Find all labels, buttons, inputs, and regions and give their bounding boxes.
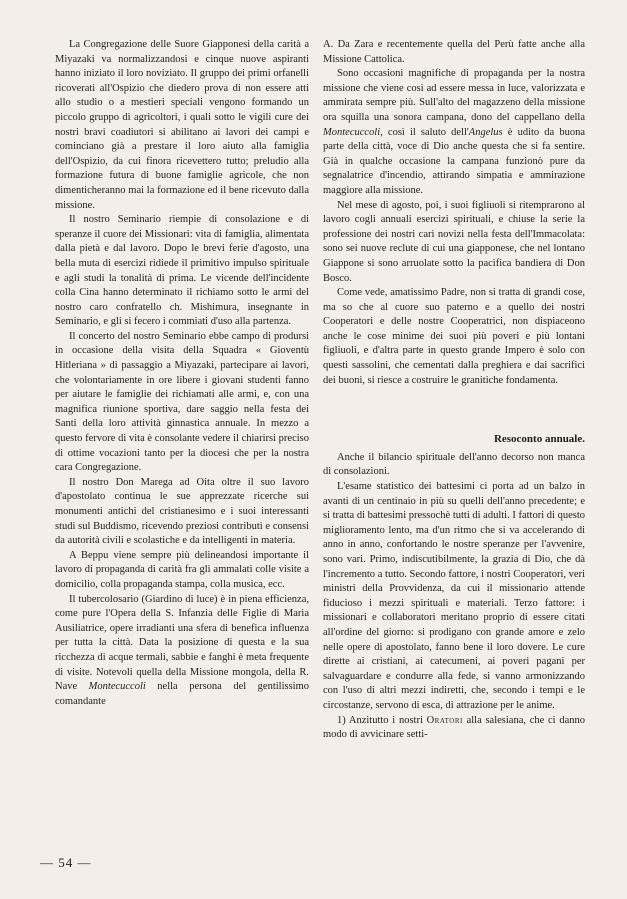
paragraph-esercizi: Nel mese di agosto, poi, i suoi figliuoli si ritemprarono al lavoro cogli annuali esercizi spirituali, e chiuse la serie la professione dei nostri cari novizi nella festa dell'Immacolata: sono sei nuove reclute di cui una giapponese, che nel lontano Giappone si sono arruolate sotto la pacifica bandiera di Don Bosco. xyxy=(323,199,585,284)
paragraph-seminario: Il nostro Seminario riempie di consolazione e di speranze il cuore dei Missionari: vita di famiglia, alimentata dalla pietà e dal lavoro. Dopo le brevi ferie d'agosto, una bella muta di esercizi ridiede il primitivo impulso spirituale e agli studi la tonalità di prima. Le vicende dell'incidente colla Cina hanno determinato il richiamo sotto le armi del nostro caro confratello ch. Mishimura, insegnante in Seminario, e gli si fecero i commiati d'uso alla partenza. xyxy=(55,214,309,328)
text-segment: Sono occasioni magnifiche di propaganda per la nostra missione che viene così ad essere messa in luce, valorizzata e ammirata sempre più. Sull'alto del magazzeno della missione ora squilla una sonora campana, dono del cappellano della xyxy=(323,68,585,123)
text-segment: , così il saluto dell' xyxy=(380,126,469,138)
right-column xyxy=(323,38,585,743)
paragraph-campana xyxy=(323,67,585,198)
angelus-italic: Angelus xyxy=(468,126,503,138)
paragraph-continuation: A. Da Zara e recentemente quella del Perù fatte anche alla Missione Cattolica. xyxy=(323,39,585,65)
paragraph-don-marega: Il nostro Don Marega ad Oita oltre il suo lavoro d'apostolato continua le sue apprezzate ricerche sui monumenti antichi del cristianesimo e i suoi interessanti studi sul Buddismo, ricevendo preziosi contributi e consensi da autorità civili e scolastiche e da intelligenti in materia. xyxy=(55,476,309,547)
paragraph-tubercolosario xyxy=(55,593,309,710)
text-segment: Il tubercolosario (Giardino di luce) è in piena efficienza, come pure l'Opera della S. Infanzia delle Figlie di Maria Ausiliatrice, opere irradianti una sfera di benefica influenza per tutta la città. Data la posizione di questa e la sua ricchezza di acque termali, sabbie e fanghi è meta frequente di visite. Notevoli quella della Missione mongola, della R. Nave xyxy=(55,593,309,693)
text-segment: 1) Anzitutto i nostri xyxy=(337,714,427,726)
text-segment: è udito da buona parte della città, voce di Dio anche questa che si fa sentire. Già in qualche occasione la campana funzionò pure da segnalatrice d'incendio, attirando simpatia e ammirazione maggiore alla missione. xyxy=(323,126,585,196)
left-column xyxy=(55,38,309,709)
page-number: — 54 — xyxy=(40,855,92,870)
ship-name-italic: Montecuccoli xyxy=(323,126,381,138)
text-segment: nella persona del gentilissimo comandante xyxy=(55,681,309,707)
paragraph-oratori xyxy=(323,714,585,743)
ship-name-italic: Montecuccoli xyxy=(88,681,146,693)
paragraph-concerto-seminario: Il concerto del nostro Seminario ebbe campo di prodursi in occasione della visita della Squadra « Gioventù Hitleriana » di passaggio a Miyazaki, partecipare ai lavori, che volontariamente in ore libere i giovani studenti fanno per aiutare le famiglie dei richiamati alle armi, e, con una magnifica riunione sportiva, dare saggio nella festa dei Santi della loro attività ginnastica annuale. In mezzo a questo fervore di vita è consolante vedere il chiarirsi preciso di ottime vocazioni tanto per la diocesi che per la nostra cara Congregazione. xyxy=(55,330,309,474)
section-heading: Resoconto annuale. xyxy=(493,433,585,446)
text-segment: alla salesiana, che ci danno modo di avvicinare setti- xyxy=(323,714,585,741)
paragraph-come-vede: Come vede, amatissimo Padre, non si tratta di grandi cose, ma so che al cuore suo paterno e a quello dei nostri Cooperatori e delle nostre Cooperatrici, non dispiaceono anche le cose minime dei suoi più poveri e più lontani figliuoli, e d'altra parte in questo grande Impero è solo con questi sassolini, che cementati dalla preghiera e dai sacrifici dei buoni, si riesce a costruire le granitiche fondamenta. xyxy=(323,287,585,386)
paragraph-bilancio: Anche il bilancio spirituale dell'anno decorso non manca di consolazioni. xyxy=(323,451,585,478)
paragraph-battesimi: L'esame statistico dei battesimi ci porta ad un balzo in avanti di un centinaio in più su quelli dell'anno precedente; e si tratta di battesimi pressochè tutti di adulti. I fattori di questo miglioramento lento, ma d'un ritmo che si va accelerando di anno in anno, confortando le nostre speranze per l'avvenire, sono vari. Primo, indiscutibilmente, la grazia di Dio, che dà l'incremento a tutto. Secondo fattore, i nostri Cooperatori, veri ministri della Provvidenza, da cui il missionario attende fiducioso i mezzi spirituali e materiali. Terzo fattore: i missionari e collaboratori meritano proprio di essere citati all'ordine del giorno: si prodigano con grande amore e zelo nelle opere di apostolato, fanno bene il loro dovere. Le cure dirette ai cristiani, ai catecumeni, ai poveri pagani per salvaguardare e condurre alla fede, si vanno armonizzando con l'uso di altri mezzi indiretti, che, secondo i tempi e le circostanze, servono di esca, di attrazione per le anime. xyxy=(323,481,585,711)
oratori-smallcaps: Oratori xyxy=(426,714,463,726)
paragraph-beppu: A Beppu viene sempre più delineandosi importante il lavoro di propaganda di carità fra gli ammalati colle visite a domicilio, colla propaganda stampa, colla musica, ecc. xyxy=(55,549,309,590)
paragraph-suore-giapponesi: La Congregazione delle Suore Giapponesi della carità a Miyazaki va normalizzandosi e cinque nuove aspiranti hanno iniziato il loro noviziato. Il gruppo dei primi orfanelli ricoverati all'Ospizio che diedero prova di non essere atti allo studio o a mestieri speciali vengono formando un piccolo gruppo di agricoltori, i quali sotto le vigili cure dei nostri bravi coadiutori si abilitano ai lavori dei campi e cominciano già a prestare il loro aiuto alla famiglia dell'Ospizio, da cui finora ricevettero tutto; preludio alla formazione futura di buone famiglie agricole, che non dimenticheranno mai la formazione ed il bene ricevuto dalla missione. xyxy=(55,39,309,211)
